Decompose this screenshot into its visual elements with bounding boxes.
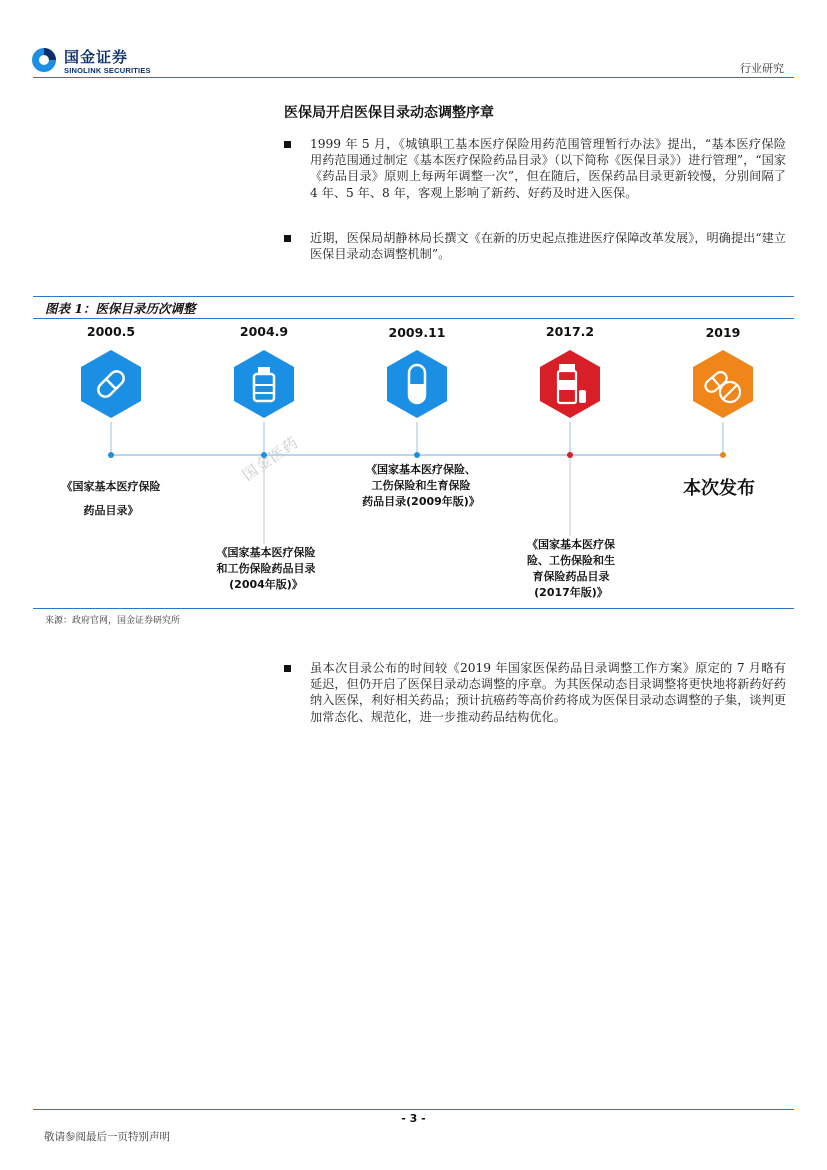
timeline-dot [720, 452, 726, 458]
timeline-date: 2000.5 [86, 324, 136, 339]
medicine-bottle-icon [234, 350, 294, 418]
timeline-description: 《国家基本医疗保险 和工伤保险药品目录 (2004年版)》 [216, 546, 316, 591]
logo-icon [31, 47, 57, 73]
bullet-item [286, 660, 786, 725]
report-category: 行业研究 [740, 62, 784, 75]
header-divider [33, 77, 794, 78]
timeline-dot [567, 452, 573, 458]
bullet-text: 近期，医保局胡静林局长撰文《在新的历史起点推进医疗保障改革发展》，明确提出“建立医保目录动态调整机制”。 [310, 231, 786, 262]
capsule-icon [81, 350, 141, 418]
pills-icon [693, 350, 753, 418]
footer-divider [33, 1109, 794, 1110]
figure-source: 来源：政府官网，国金证券研究所 [45, 616, 181, 626]
timeline-description: 《国家基本医疗保险、 工伤保险和生育保险 药品目录(2009年版)》 [362, 463, 480, 508]
figure-top-rule [33, 296, 794, 297]
bullet-item [286, 136, 786, 201]
timeline-description-current: 本次发布 [683, 478, 755, 499]
page-number: - 3 - [401, 1112, 426, 1125]
bullet-text: 虽本次目录公布的时间较《2019 年国家医保药品目录调整工作方案》原定的 7 月略有延迟，但仍开启了医保目录动态调整的序章。为其医保动态目录调整将更快地将新药好药纳入医保，利好相关药品；预计抗癌药等高价药将成为医保目录动态调整的子集，谈判更加常态化、规范化，进一步推动药品结构优化。 [310, 661, 786, 724]
bullet-square-icon [284, 141, 291, 148]
timeline-date: 2004.9 [239, 324, 289, 339]
brand-name-en: SINOLINK SECURITIES [64, 66, 151, 75]
pill-icon [387, 350, 447, 418]
bullet-item [286, 230, 786, 262]
figure-bottom-rule [33, 608, 794, 609]
timeline-date: 2009.11 [388, 325, 446, 340]
bullet-text: 1999 年 5 月，《城镇职工基本医疗保险用药范围管理暂行办法》提出，“基本医疗保险用药范围通过制定《基本医疗保险药品目录》（以下简称《医保目录》）进行管理”，“国家《药品目录》原则上每两年调整一次”，但在随后，医保药品目录更新较慢，分别间隔了 4 年、5 年、8 年，客观上影响了新药、好药及时进入医保。 [310, 137, 786, 200]
timeline-date: 2019 [705, 325, 741, 340]
disclaimer-note: 敬请参阅最后一页特别声明 [44, 1131, 170, 1143]
pill-bottle-icon [540, 350, 600, 418]
section-title: 医保局开启医保目录动态调整序章 [284, 105, 494, 121]
timeline-dot [108, 452, 114, 458]
brand-name-cn: 国金证券 [64, 48, 129, 66]
timeline-date: 2017.2 [545, 324, 595, 339]
figure-title: 图表 1：医保目录历次调整 [45, 301, 196, 316]
timeline-dot [414, 452, 420, 458]
bullet-square-icon [284, 235, 291, 242]
bullet-square-icon [284, 665, 291, 672]
watermark: 国金医药 [239, 432, 302, 485]
timeline-description: 《国家基本医疗保 险、工伤保险和生 育保险药品目录 (2017年版)》 [527, 538, 615, 599]
timeline-description: 《国家基本医疗保险 药品目录》 [61, 480, 161, 517]
